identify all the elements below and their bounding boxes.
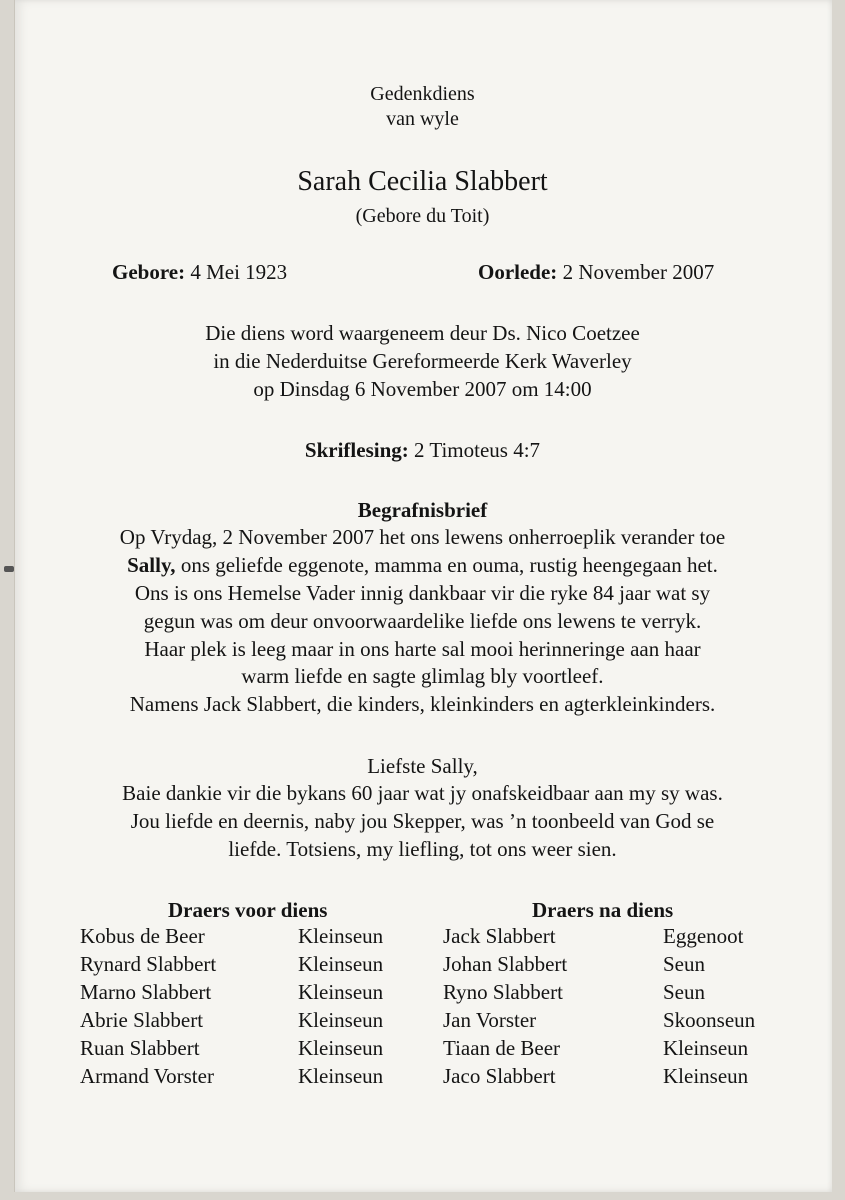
header-line-1: Gedenkdiens — [370, 83, 475, 105]
born-date — [112, 258, 287, 286]
letter-line-5: Haar plek is leeg maar in ons harte sal mooi herinneringe aan haar — [144, 637, 701, 661]
service-line-3: op Dinsdag 6 November 2007 om 14:00 — [253, 377, 592, 401]
service-line-2: in die Nederduitse Gereformeerde Kerk Waverley — [213, 349, 632, 373]
letter-line-1: Op Vrydag, 2 November 2007 het ons lewens onherroeplik verander toe — [119, 525, 726, 549]
bearers-before-title: Draers voor diens — [168, 898, 328, 922]
scripture-reading — [0, 436, 845, 464]
born-label: Gebore: — [112, 260, 186, 284]
bearer-after-relation: Seun — [663, 952, 705, 976]
letter-title: Begrafnisbrief — [357, 498, 488, 522]
bearer-before-name: Abrie Slabbert — [80, 1008, 204, 1032]
bearer-after-relation: Skoonseun — [663, 1008, 756, 1032]
letter-name-bold: Sally, — [127, 553, 176, 577]
bearer-before-name: Armand Vorster — [80, 1064, 214, 1088]
bearer-before-name: Marno Slabbert — [80, 980, 212, 1004]
deceased-name: Sarah Cecilia Slabbert — [297, 166, 548, 197]
bearer-after-name: Johan Slabbert — [443, 952, 568, 976]
bearer-after-relation: Seun — [663, 980, 705, 1004]
farewell-line-1: Baie dankie vir die bykans 60 jaar wat jy onafskeidbaar aan my sy was. — [122, 781, 723, 805]
bearer-after-name: Ryno Slabbert — [443, 980, 563, 1004]
letter-line-6: warm liefde en sagte glimlag bly voortleef. — [241, 664, 604, 688]
bearer-after-relation: Eggenoot — [663, 924, 744, 948]
bearer-after-name: Tiaan de Beer — [443, 1036, 561, 1060]
maiden-name: (Gebore du Toit) — [355, 205, 490, 227]
letter-line-2-rest: ons geliefde eggenote, mamma en ouma, rustig heengegaan het. — [180, 553, 718, 577]
bearer-after-name: Jan Vorster — [443, 1008, 537, 1032]
bearer-before-relation: Kleinseun — [298, 952, 384, 976]
reading-label: Skriflesing: — [304, 438, 409, 462]
bearer-before-name: Ruan Slabbert — [80, 1036, 200, 1060]
bearer-before-relation: Kleinseun — [298, 1064, 384, 1088]
died-value: 2 November 2007 — [562, 260, 715, 284]
bearer-after-relation: Kleinseun — [663, 1064, 749, 1088]
born-value: 4 Mei 1923 — [190, 260, 288, 284]
service-line-1: Die diens word waargeneem deur Ds. Nico Coetzee — [205, 321, 640, 345]
bearer-before-name: Kobus de Beer — [80, 924, 205, 948]
bearer-before-name: Rynard Slabbert — [80, 952, 217, 976]
letter-line-4: gegun was om deur onvoorwaardelike liefde ons lewens te verryk. — [143, 609, 702, 633]
bearer-before-relation: Kleinseun — [298, 924, 384, 948]
bearer-before-relation: Kleinseun — [298, 1008, 384, 1032]
died-date — [478, 258, 714, 286]
farewell-line-2: Jou liefde en deernis, naby jou Skepper, was ’n toonbeeld van God se — [130, 809, 715, 833]
header-line-2: van wyle — [386, 108, 459, 130]
bearer-before-relation: Kleinseun — [298, 980, 384, 1004]
reading-value: 2 Timoteus 4:7 — [414, 438, 541, 462]
bearer-before-relation: Kleinseun — [298, 1036, 384, 1060]
bearer-after-name: Jack Slabbert — [443, 924, 556, 948]
letter-line-3: Ons is ons Hemelse Vader innig dankbaar vir die ryke 84 jaar wat sy — [134, 581, 711, 605]
farewell-greeting: Liefste Sally, — [367, 754, 478, 778]
letter-line-2 — [0, 551, 845, 579]
bearer-after-relation: Kleinseun — [663, 1036, 749, 1060]
bearer-after-name: Jaco Slabbert — [443, 1064, 556, 1088]
bearers-after-title: Draers na diens — [532, 898, 674, 922]
farewell-line-3: liefde. Totsiens, my liefling, tot ons weer sien. — [228, 837, 617, 861]
died-label: Oorlede: — [478, 260, 558, 284]
letter-line-7: Namens Jack Slabbert, die kinders, kleinkinders en agterkleinkinders. — [129, 692, 716, 716]
